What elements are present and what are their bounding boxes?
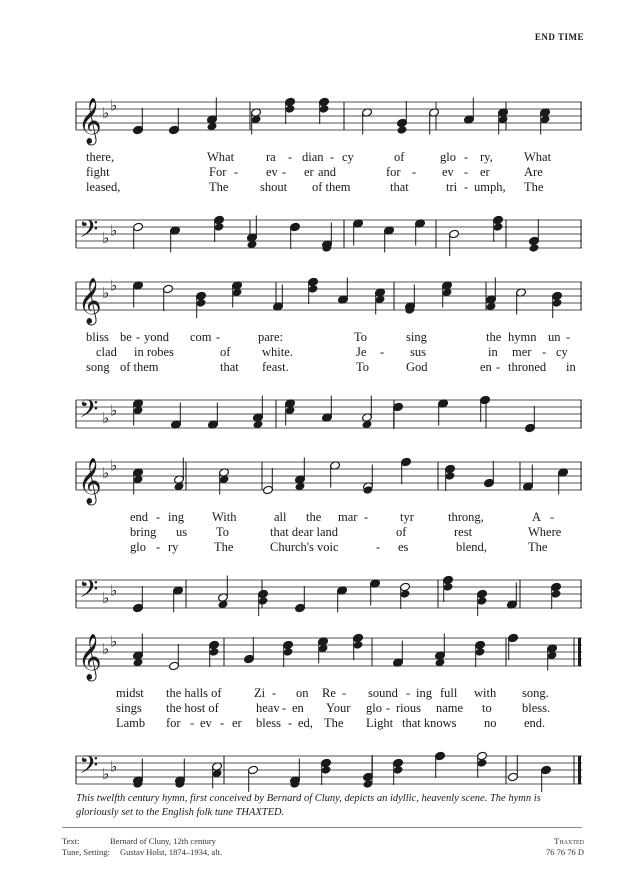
lyric-syllable: - [566, 330, 571, 344]
lyric-syllable: Light [366, 716, 394, 730]
lyric-syllable: in [488, 345, 498, 359]
lyric-line-verse-3 [76, 540, 582, 555]
lyric-syllable: ra [266, 150, 276, 164]
lyric-syllable: in robes [134, 345, 174, 359]
lyric-syllable: - [364, 510, 369, 524]
lyric-syllable: cy [556, 345, 568, 359]
final-barline [578, 638, 581, 666]
flat-icon: ♭ [110, 221, 118, 240]
text-credit: Text: Bernard of Cluny, 12th century [62, 836, 216, 846]
lyric-syllable: midst [116, 686, 144, 700]
footer-divider [62, 827, 582, 828]
lyric-syllable: dian [302, 150, 324, 164]
lyric-syllable: ev [442, 165, 454, 179]
lyric-line-verse-1 [76, 330, 582, 345]
lyric-syllable: Zi [254, 686, 266, 700]
flat-icon: ♭ [110, 581, 118, 600]
lyric-syllable: ev [200, 716, 212, 730]
lyrics-block [76, 150, 582, 195]
lyric-syllable: The [528, 540, 548, 554]
flat-icon: ♭ [102, 765, 110, 783]
bass-staff [76, 566, 582, 626]
lyric-syllable: - [156, 510, 161, 524]
lyrics-block [76, 330, 582, 375]
lyrics-block [76, 686, 582, 731]
flat-icon: ♭ [102, 284, 110, 302]
lyric-syllable: - [234, 165, 239, 179]
tune-info [546, 836, 584, 858]
lyric-syllable: Your [326, 701, 351, 715]
lyric-syllable: - [542, 345, 547, 359]
treble-clef-icon: 𝄞 [78, 458, 102, 504]
flat-icon: ♭ [102, 464, 110, 482]
lyric-line-verse-3 [76, 180, 582, 195]
flat-icon: ♭ [110, 456, 118, 475]
lyric-syllable: er [232, 716, 242, 730]
treble-staff [76, 88, 582, 148]
final-barline [578, 756, 581, 784]
lyric-syllable: The [524, 180, 544, 194]
lyric-syllable: ry [168, 540, 179, 554]
lyric-syllable: bring [130, 525, 157, 539]
lyric-syllable: un [548, 330, 561, 344]
lyric-syllable: the host of [166, 701, 219, 715]
lyric-syllable: glo [440, 150, 456, 164]
lyric-syllable: fight [86, 165, 110, 179]
lyric-syllable: of them [120, 360, 159, 374]
lyric-syllable: to [482, 701, 492, 715]
lyric-syllable: sus [410, 345, 426, 359]
lyric-syllable: The [214, 540, 234, 554]
lyric-syllable: all [274, 510, 287, 524]
lyric-syllable: of [396, 525, 407, 539]
lyric-syllable: the halls of [166, 686, 222, 700]
lyric-syllable: hymn [508, 330, 537, 344]
lyric-syllable: on [296, 686, 309, 700]
lyric-syllable: and [318, 165, 337, 179]
lyric-syllable: glo [366, 701, 382, 715]
lyric-syllable: To [356, 360, 370, 374]
treble-clef-icon: 𝄞 [78, 278, 102, 324]
lyric-syllable: - [406, 686, 411, 700]
lyric-syllable: that dear land [270, 525, 339, 539]
lyric-syllable: that [390, 180, 409, 194]
flat-icon: ♭ [102, 589, 110, 607]
section-title: END TIME [534, 32, 584, 42]
lyric-syllable: that [220, 360, 239, 374]
bass-clef-icon: 𝄢 [79, 395, 99, 430]
lyric-syllable: What [207, 150, 235, 164]
lyric-syllable: bliss [86, 330, 109, 344]
lyric-syllable: Church's voic [270, 540, 339, 554]
lyric-syllable: of them [312, 180, 351, 194]
flat-icon: ♭ [102, 229, 110, 247]
lyric-syllable: To [216, 525, 230, 539]
lyric-syllable: God [406, 360, 428, 374]
lyric-syllable: To [354, 330, 368, 344]
lyric-syllable: - [550, 510, 555, 524]
lyric-syllable: - [288, 150, 293, 164]
treble-staff [76, 624, 582, 684]
lyric-syllable: the [486, 330, 502, 344]
lyric-line-verse-3 [76, 716, 582, 731]
lyric-syllable: - [376, 540, 381, 554]
lyric-syllable: ing [168, 510, 184, 524]
lyric-syllable: Where [528, 525, 562, 539]
lyric-syllable: shout [260, 180, 288, 194]
lyric-syllable: end. [524, 716, 546, 730]
flat-icon: ♭ [110, 401, 118, 420]
lyric-syllable: the [306, 510, 322, 524]
meter: 76 76 76 D [545, 847, 584, 857]
lyric-syllable: - [380, 345, 385, 359]
flat-icon: ♭ [102, 409, 110, 427]
flat-icon: ♭ [110, 757, 118, 776]
lyric-syllable: A [532, 510, 542, 524]
lyric-syllable: glo [130, 540, 146, 554]
lyric-syllable: pare: [258, 330, 283, 344]
lyric-syllable: yond [144, 330, 169, 344]
lyric-syllable: that knows [402, 716, 457, 730]
lyric-syllable: Re [322, 686, 336, 700]
lyric-line-verse-1 [76, 150, 582, 165]
lyric-syllable: rest [454, 525, 473, 539]
treble-clef-icon: 𝄞 [78, 98, 102, 144]
lyric-syllable: - [220, 716, 225, 730]
lyric-syllable: for [166, 716, 181, 730]
lyric-syllable: bless [256, 716, 281, 730]
lyric-syllable: no [484, 716, 497, 730]
lyric-syllable: Are [524, 165, 543, 179]
lyric-syllable: Je [356, 345, 367, 359]
lyric-syllable: - [216, 330, 221, 344]
lyric-syllable: - [136, 330, 141, 344]
lyric-syllable: blend, [456, 540, 487, 554]
lyric-line-verse-2 [76, 525, 582, 540]
lyric-syllable: there, [86, 150, 115, 164]
lyric-syllable: full [440, 686, 458, 700]
bass-staff [76, 386, 582, 446]
lyric-syllable: of [394, 150, 405, 164]
lyric-syllable: - [190, 716, 195, 730]
lyric-line-verse-2 [76, 345, 582, 360]
lyric-syllable: en [480, 360, 492, 374]
lyric-syllable: - [464, 180, 469, 194]
lyric-line-verse-2 [76, 165, 582, 180]
lyric-syllable: be [120, 330, 132, 344]
lyric-syllable: cy [342, 150, 354, 164]
lyric-syllable: - [282, 701, 287, 715]
lyric-line-verse-2 [76, 701, 582, 716]
lyric-syllable: umph, [474, 180, 506, 194]
notehead [529, 243, 540, 253]
lyric-syllable: sings [116, 701, 142, 715]
lyric-line-verse-1 [76, 510, 582, 525]
lyric-line-verse-3 [76, 360, 582, 375]
lyric-syllable: sound [368, 686, 398, 700]
lyric-syllable: end [130, 510, 149, 524]
lyric-syllable: er [480, 165, 490, 179]
lyric-syllable: For [209, 165, 227, 179]
lyric-syllable: us [176, 525, 188, 539]
notehead [397, 125, 408, 135]
lyric-syllable: ing [416, 686, 432, 700]
lyric-syllable: ed, [298, 716, 313, 730]
lyric-syllable: tri [446, 180, 458, 194]
lyric-syllable: es [398, 540, 409, 554]
bass-clef-icon: 𝄢 [79, 575, 99, 610]
lyric-syllable: name [436, 701, 464, 715]
flat-icon: ♭ [110, 276, 118, 295]
lyric-syllable: feast. [262, 360, 289, 374]
tune-name: Thaxted [554, 836, 584, 846]
music-system-2 [76, 268, 582, 438]
lyric-syllable: with [474, 686, 497, 700]
lyric-syllable: The [209, 180, 229, 194]
treble-staff [76, 268, 582, 328]
lyric-syllable: mer [512, 345, 532, 359]
flat-icon: ♭ [110, 632, 118, 651]
lyric-syllable: Lamb [116, 716, 146, 730]
lyric-syllable: en [292, 701, 304, 715]
lyric-syllable: heav [256, 701, 280, 715]
lyric-syllable: in [566, 360, 576, 374]
flat-icon: ♭ [102, 104, 110, 122]
lyric-syllable: white. [262, 345, 293, 359]
lyric-syllable: - [288, 716, 293, 730]
lyric-syllable: song [86, 360, 110, 374]
lyric-line-verse-1 [76, 686, 582, 701]
lyric-syllable: With [212, 510, 237, 524]
bass-clef-icon: 𝄢 [79, 215, 99, 250]
lyric-syllable: - [496, 360, 501, 374]
lyric-syllable: - [412, 165, 417, 179]
music-system-4 [76, 624, 582, 794]
lyric-syllable: mar [338, 510, 358, 524]
lyric-syllable: The [324, 716, 344, 730]
lyric-syllable: - [386, 701, 391, 715]
flat-icon: ♭ [102, 640, 110, 658]
lyric-syllable: - [272, 686, 277, 700]
lyric-syllable: - [342, 686, 347, 700]
lyric-syllable: bless. [522, 701, 551, 715]
lyric-syllable: - [464, 150, 469, 164]
lyric-syllable: er [304, 165, 314, 179]
lyric-syllable: song. [522, 686, 549, 700]
tune-credit: Tune, Setting: Gustav Holst, 1874–1934, alt. [62, 847, 222, 857]
lyric-syllable: throned [508, 360, 547, 374]
lyric-syllable: for [386, 165, 401, 179]
treble-clef-icon: 𝄞 [78, 634, 102, 680]
lyric-syllable: What [524, 150, 552, 164]
lyric-syllable: sing [406, 330, 427, 344]
bass-clef-icon: 𝄢 [79, 751, 99, 786]
lyric-syllable: ev [266, 165, 278, 179]
lyric-syllable: throng, [448, 510, 484, 524]
lyric-syllable: tyr [400, 510, 414, 524]
bass-staff [76, 206, 582, 266]
lyric-syllable: of [220, 345, 231, 359]
treble-staff [76, 448, 582, 508]
lyric-syllable: - [282, 165, 287, 179]
lyric-syllable: - [330, 150, 335, 164]
lyrics-block [76, 510, 582, 555]
hymn-description: This twelfth century hymn, first conceived by Bernard of Cluny, depicts an idyllic, heavenly scene. The hymn is gloriously set to the English folk tune THAXTED. [76, 793, 541, 818]
flat-icon: ♭ [110, 96, 118, 115]
lyric-syllable: leased, [86, 180, 121, 194]
lyric-syllable: ry, [480, 150, 493, 164]
lyric-syllable: clad [96, 345, 117, 359]
credits [62, 836, 222, 858]
music-system-3 [76, 448, 582, 618]
lyric-syllable: - [156, 540, 161, 554]
lyric-syllable: rious [396, 701, 421, 715]
lyric-syllable: com [190, 330, 212, 344]
music-system-1 [76, 88, 582, 258]
lyric-syllable: - [464, 165, 469, 179]
